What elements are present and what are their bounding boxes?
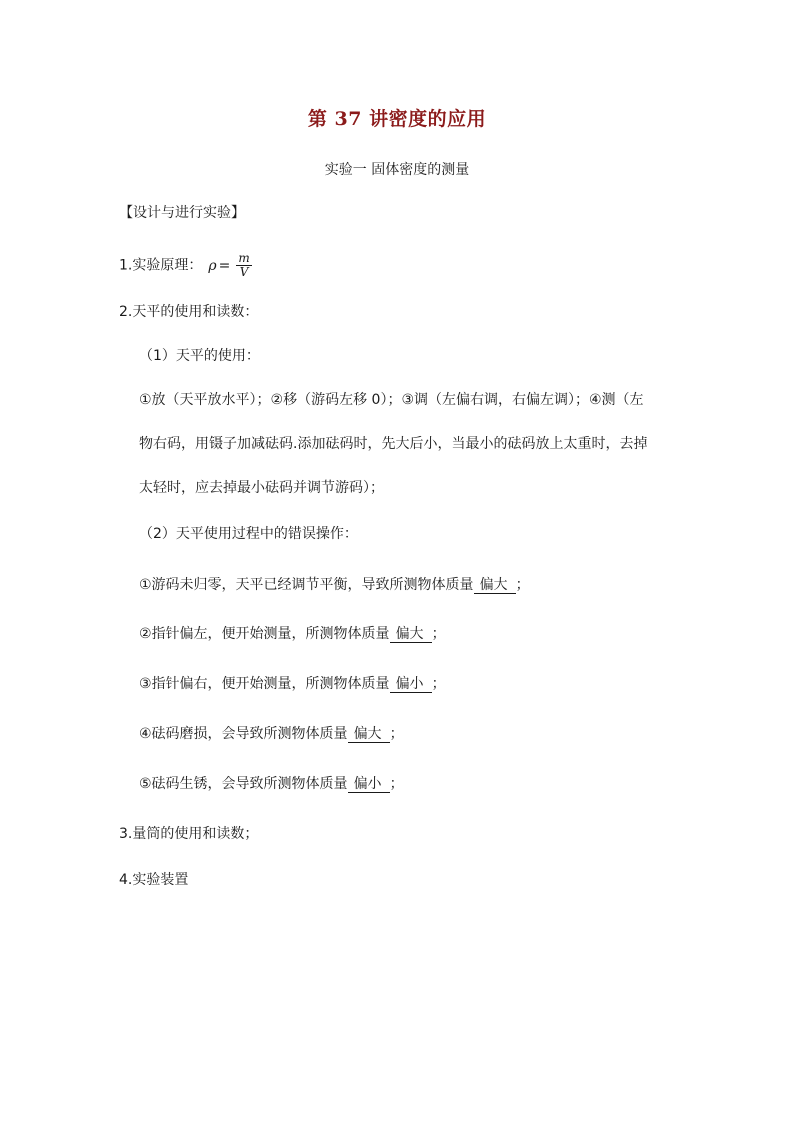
error-ops-heading: （2）天平使用过程中的错误操作：: [139, 526, 358, 542]
answer-blank: 偏大: [474, 577, 516, 594]
answer-blank: 偏小: [348, 776, 390, 793]
error-end: ；: [389, 726, 404, 742]
error-item-3: [139, 674, 446, 694]
error-item-5: [139, 774, 404, 794]
apparatus-heading: 4.实验装置: [119, 872, 189, 888]
error-text: ④砝码磨损，会导致所测物体质量: [139, 726, 348, 742]
formula-fraction: [236, 252, 251, 279]
principle-line: [119, 252, 252, 279]
experiment-subtitle: 实验一 固体密度的测量: [324, 162, 470, 178]
page-title: 第 37 讲密度的应用: [307, 108, 487, 130]
error-text: ②指针偏左，便开始测量，所测物体质量: [139, 626, 390, 642]
answer-blank: 偏小: [390, 676, 432, 693]
balance-usage-heading: （1）天平的使用：: [139, 348, 260, 364]
answer-blank: 偏大: [390, 626, 432, 643]
error-text: ③指针偏右，便开始测量，所测物体质量: [139, 676, 390, 692]
error-end: ；: [389, 776, 404, 792]
usage-line-2: 物右码，用镊子加减砝码.添加砝码时，先大后小，当最小的砝码放上太重时，去掉: [139, 436, 648, 452]
error-end: ；: [431, 626, 446, 642]
section-header: 【设计与进行实验】: [119, 205, 245, 221]
density-formula: [208, 252, 251, 279]
formula-rho: ρ: [208, 257, 217, 274]
cylinder-heading: 3.量筒的使用和读数；: [119, 826, 259, 842]
principle-label: 1.实验原理：: [119, 257, 203, 274]
formula-equals: =: [218, 257, 231, 274]
usage-line-3: 太轻时，应去掉最小砝码并调节游码）；: [139, 480, 384, 496]
error-text: ①游码未归零，天平已经调节平衡，导致所测物体质量: [139, 577, 474, 593]
error-item-1: [139, 575, 530, 595]
error-text: ⑤砝码生锈，会导致所测物体质量: [139, 776, 348, 792]
error-end: ；: [515, 577, 530, 593]
answer-blank: 偏大: [348, 726, 390, 743]
formula-denominator: V: [239, 265, 249, 279]
balance-heading: 2.天平的使用和读数：: [119, 304, 259, 320]
error-item-2: [139, 624, 446, 644]
usage-line-1: ①放（天平放水平）；②移（游码左移 0）；③调（左偏右调，右偏左调）；④测（左: [139, 392, 644, 408]
error-item-4: [139, 724, 404, 744]
error-end: ；: [431, 676, 446, 692]
formula-numerator: m: [238, 251, 250, 265]
